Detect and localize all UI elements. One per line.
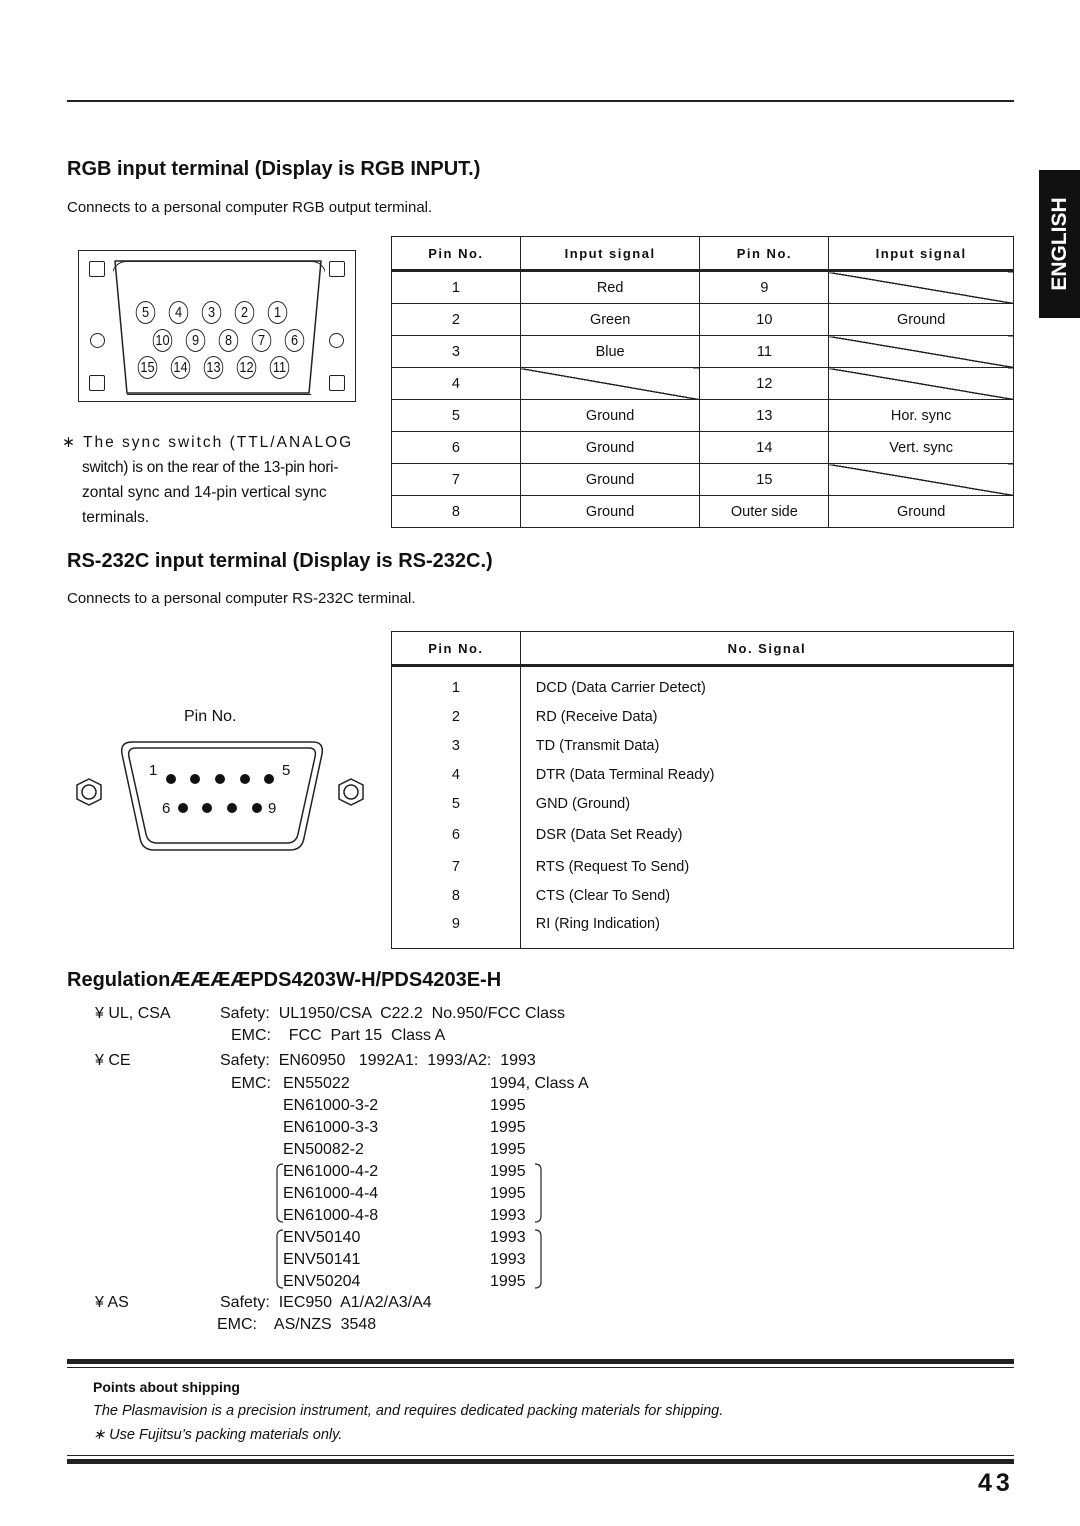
note-line: terminals. xyxy=(82,509,150,526)
mount-hole xyxy=(90,333,105,348)
shipping-note: ∗ Use Fujitsu’s packing materials only. xyxy=(93,1427,343,1443)
pin-4: 4 xyxy=(169,301,189,324)
pin-12: 12 xyxy=(237,356,257,379)
as-safety: Safety: IEC950 A1/A2/A3/A4 xyxy=(220,1294,432,1311)
ce-year: 1995 xyxy=(490,1163,526,1180)
pin-5: 5 xyxy=(136,301,156,324)
table-row xyxy=(392,702,1014,731)
pin-cell: 2 xyxy=(392,304,521,336)
pin-cell: 1 xyxy=(392,271,521,304)
ce-year: 1995 xyxy=(490,1141,526,1158)
signal-cell: DTR (Data Terminal Ready) xyxy=(535,766,715,783)
signal-cell: Hor. sync xyxy=(829,400,1014,432)
ce-year: 1995 xyxy=(490,1119,526,1136)
shipping-text: The Plasmavision is a precision instrument, and requires dedicated packing materials for shipping. xyxy=(93,1403,724,1419)
as-emc: EMC: AS/NZS 3548 xyxy=(217,1316,377,1333)
ce-year: 1995 xyxy=(490,1185,526,1202)
rs232-intro: Connects to a personal computer RS-232C terminal. xyxy=(67,590,416,607)
pin-cell: 11 xyxy=(700,336,829,368)
shipping-bottom-rule-thin xyxy=(67,1455,1014,1456)
ce-year: 1995 xyxy=(490,1273,526,1290)
ce-safety: Safety: EN60950 1992A1: 1993/A2: 1993 xyxy=(220,1052,536,1069)
as-mark: ¥ AS xyxy=(95,1294,129,1311)
signal-cell: CTS (Clear To Send) xyxy=(535,887,671,904)
bracket-group-2 xyxy=(274,1228,544,1290)
ce-emc-label: EMC: xyxy=(231,1075,271,1092)
table-row xyxy=(392,496,1014,528)
pin-1: 1 xyxy=(268,301,288,324)
rgb-section-title: RGB input terminal (Display is RGB INPUT.) xyxy=(67,158,481,180)
signal-cell: DCD (Data Carrier Detect) xyxy=(535,679,706,696)
signal-cell: Blue xyxy=(520,336,700,368)
pin-15: 15 xyxy=(138,356,158,379)
corner-square xyxy=(329,375,345,391)
pin-cell: 7 xyxy=(392,852,521,881)
ce-standard: EN61000-4-8 xyxy=(283,1207,379,1224)
ce-year: 1994, Class A xyxy=(490,1075,589,1092)
corner-square xyxy=(89,261,105,277)
pin-3: 3 xyxy=(202,301,222,324)
hex-screw-left xyxy=(77,779,101,805)
pin-cell: 4 xyxy=(392,760,521,789)
pin-11: 11 xyxy=(270,356,290,379)
ul-mark: ¥ UL, CSA xyxy=(95,1005,171,1022)
db9-shell xyxy=(122,742,323,850)
db9-pin-label-5: 5 xyxy=(282,762,291,779)
signal-cell: Ground xyxy=(829,304,1014,336)
db9-pin-label-1: 1 xyxy=(149,762,158,779)
ce-mark: ¥ CE xyxy=(95,1052,131,1069)
rs232-pin-table xyxy=(391,631,1014,949)
signal-cell: Ground xyxy=(520,496,700,528)
pin-cell: 3 xyxy=(392,731,521,760)
pin-cell: 5 xyxy=(392,789,521,818)
pin-cell: 6 xyxy=(392,818,521,852)
shipping-bottom-rule xyxy=(67,1459,1014,1464)
signal-cell: RD (Receive Data) xyxy=(535,708,658,725)
note-line: switch) is on the rear of the 13-pin hori- xyxy=(82,459,339,476)
ce-standard: EN61000-3-2 xyxy=(283,1097,379,1114)
table-row xyxy=(392,271,1014,304)
table-row xyxy=(392,368,1014,400)
db9-connector xyxy=(70,730,370,860)
ce-year: 1993 xyxy=(490,1251,526,1268)
page-number: 43 xyxy=(978,1469,1014,1497)
col-header: Pin No. xyxy=(700,237,829,271)
mount-hole xyxy=(329,333,344,348)
ul-emc: EMC: FCC Part 15 Class A xyxy=(231,1027,446,1044)
pin-cell: 8 xyxy=(392,881,521,910)
connector-label: Pin No. xyxy=(184,708,237,725)
rs232-section-title: RS-232C input terminal (Display is RS-232C.) xyxy=(67,550,493,572)
regulation-title: RegulationÆÆÆÆPDS4203W-H/PDS4203E-H xyxy=(67,969,502,991)
pin-8: 8 xyxy=(219,329,239,352)
signal-cell: GND (Ground) xyxy=(535,795,631,812)
bracket-group-1 xyxy=(274,1162,544,1224)
unused-cell xyxy=(829,271,1014,304)
signal-cell: Ground xyxy=(520,432,700,464)
pin-cell: 9 xyxy=(700,271,829,304)
pin-9: 9 xyxy=(186,329,206,352)
pin-cell: 1 xyxy=(392,666,521,703)
table-row xyxy=(392,666,1014,703)
ce-year: 1995 xyxy=(490,1097,526,1114)
pin-cell: 14 xyxy=(700,432,829,464)
table-row xyxy=(392,731,1014,760)
table-row xyxy=(392,852,1014,881)
signal-cell: Green xyxy=(520,304,700,336)
unused-cell xyxy=(829,336,1014,368)
ce-standard: EN50082-2 xyxy=(283,1141,364,1158)
table-row xyxy=(392,432,1014,464)
table-row xyxy=(392,464,1014,496)
pin-13: 13 xyxy=(204,356,224,379)
corner-square xyxy=(89,375,105,391)
pin-cell: 4 xyxy=(392,368,521,400)
hex-screw-right xyxy=(339,779,363,805)
table-row xyxy=(392,910,1014,949)
ce-standard: EN61000-4-2 xyxy=(283,1163,379,1180)
top-rule xyxy=(67,100,1014,102)
ce-standard: ENV50140 xyxy=(283,1229,361,1246)
db9-pin-label-6: 6 xyxy=(162,800,171,817)
dsub15-connector xyxy=(78,250,356,402)
unused-cell xyxy=(829,368,1014,400)
corner-square xyxy=(329,261,345,277)
rgb-intro: Connects to a personal computer RGB output terminal. xyxy=(67,199,433,216)
ce-standard: ENV50141 xyxy=(283,1251,361,1268)
pin-14: 14 xyxy=(171,356,191,379)
db9-pin-label-9: 9 xyxy=(268,800,277,817)
pin-cell: 13 xyxy=(700,400,829,432)
col-header: Input signal xyxy=(520,237,700,271)
table-row xyxy=(392,760,1014,789)
signal-cell: RTS (Request To Send) xyxy=(535,858,690,875)
language-tab xyxy=(1039,170,1080,318)
pin-cell: 8 xyxy=(392,496,521,528)
pin-cell: 10 xyxy=(700,304,829,336)
shipping-top-rule-thin xyxy=(67,1367,1014,1368)
pin-cell: 9 xyxy=(392,910,521,949)
table-header-row xyxy=(392,632,1014,666)
note-line: zontal sync and 14-pin vertical sync xyxy=(82,484,327,501)
pin-cell: Outer side xyxy=(700,496,829,528)
table-row xyxy=(392,400,1014,432)
ce-standard: EN55022 xyxy=(283,1075,350,1092)
pin-7: 7 xyxy=(252,329,272,352)
table-row xyxy=(392,881,1014,910)
signal-cell: Ground xyxy=(520,464,700,496)
signal-cell: Red xyxy=(520,271,700,304)
table-row xyxy=(392,818,1014,852)
ul-safety: Safety: UL1950/CSA C22.2 No.950/FCC Class xyxy=(220,1005,566,1022)
ce-standard: EN61000-4-4 xyxy=(283,1185,379,1202)
signal-cell: TD (Transmit Data) xyxy=(535,737,660,754)
signal-cell: RI (Ring Indication) xyxy=(535,916,660,932)
pin-cell: 6 xyxy=(392,432,521,464)
col-header: Input signal xyxy=(829,237,1014,271)
col-header: Pin No. xyxy=(392,632,521,666)
ce-year: 1993 xyxy=(490,1207,526,1224)
table-row xyxy=(392,304,1014,336)
note-line: ∗ The sync switch (TTL/ANALOG xyxy=(62,434,354,451)
table-row xyxy=(392,336,1014,368)
pin-6: 6 xyxy=(285,329,305,352)
ce-year: 1993 xyxy=(490,1229,526,1246)
signal-cell: Ground xyxy=(829,496,1014,528)
pin-cell: 2 xyxy=(392,702,521,731)
language-tab-label: ENGLISH xyxy=(1048,197,1071,291)
col-header: No. Signal xyxy=(520,632,1013,666)
sync-switch-note xyxy=(62,430,384,530)
pin-cell: 7 xyxy=(392,464,521,496)
shipping-heading: Points about shipping xyxy=(93,1379,240,1395)
pin-cell: 12 xyxy=(700,368,829,400)
ce-standard: ENV50204 xyxy=(283,1273,361,1290)
rgb-pin-table xyxy=(391,236,1014,528)
ce-standard: EN61000-3-3 xyxy=(283,1119,379,1136)
unused-cell xyxy=(829,464,1014,496)
pin-10: 10 xyxy=(153,329,173,352)
pin-cell: 5 xyxy=(392,400,521,432)
pin-cell: 3 xyxy=(392,336,521,368)
unused-cell xyxy=(520,368,700,400)
shipping-top-rule xyxy=(67,1359,1014,1364)
table-row xyxy=(392,789,1014,818)
col-header: Pin No. xyxy=(392,237,521,271)
table-header-row xyxy=(392,237,1014,271)
pin-2: 2 xyxy=(235,301,255,324)
signal-cell: DSR (Data Set Ready) xyxy=(535,827,683,843)
pin-cell: 15 xyxy=(700,464,829,496)
signal-cell: Vert. sync xyxy=(829,432,1014,464)
signal-cell: Ground xyxy=(520,400,700,432)
